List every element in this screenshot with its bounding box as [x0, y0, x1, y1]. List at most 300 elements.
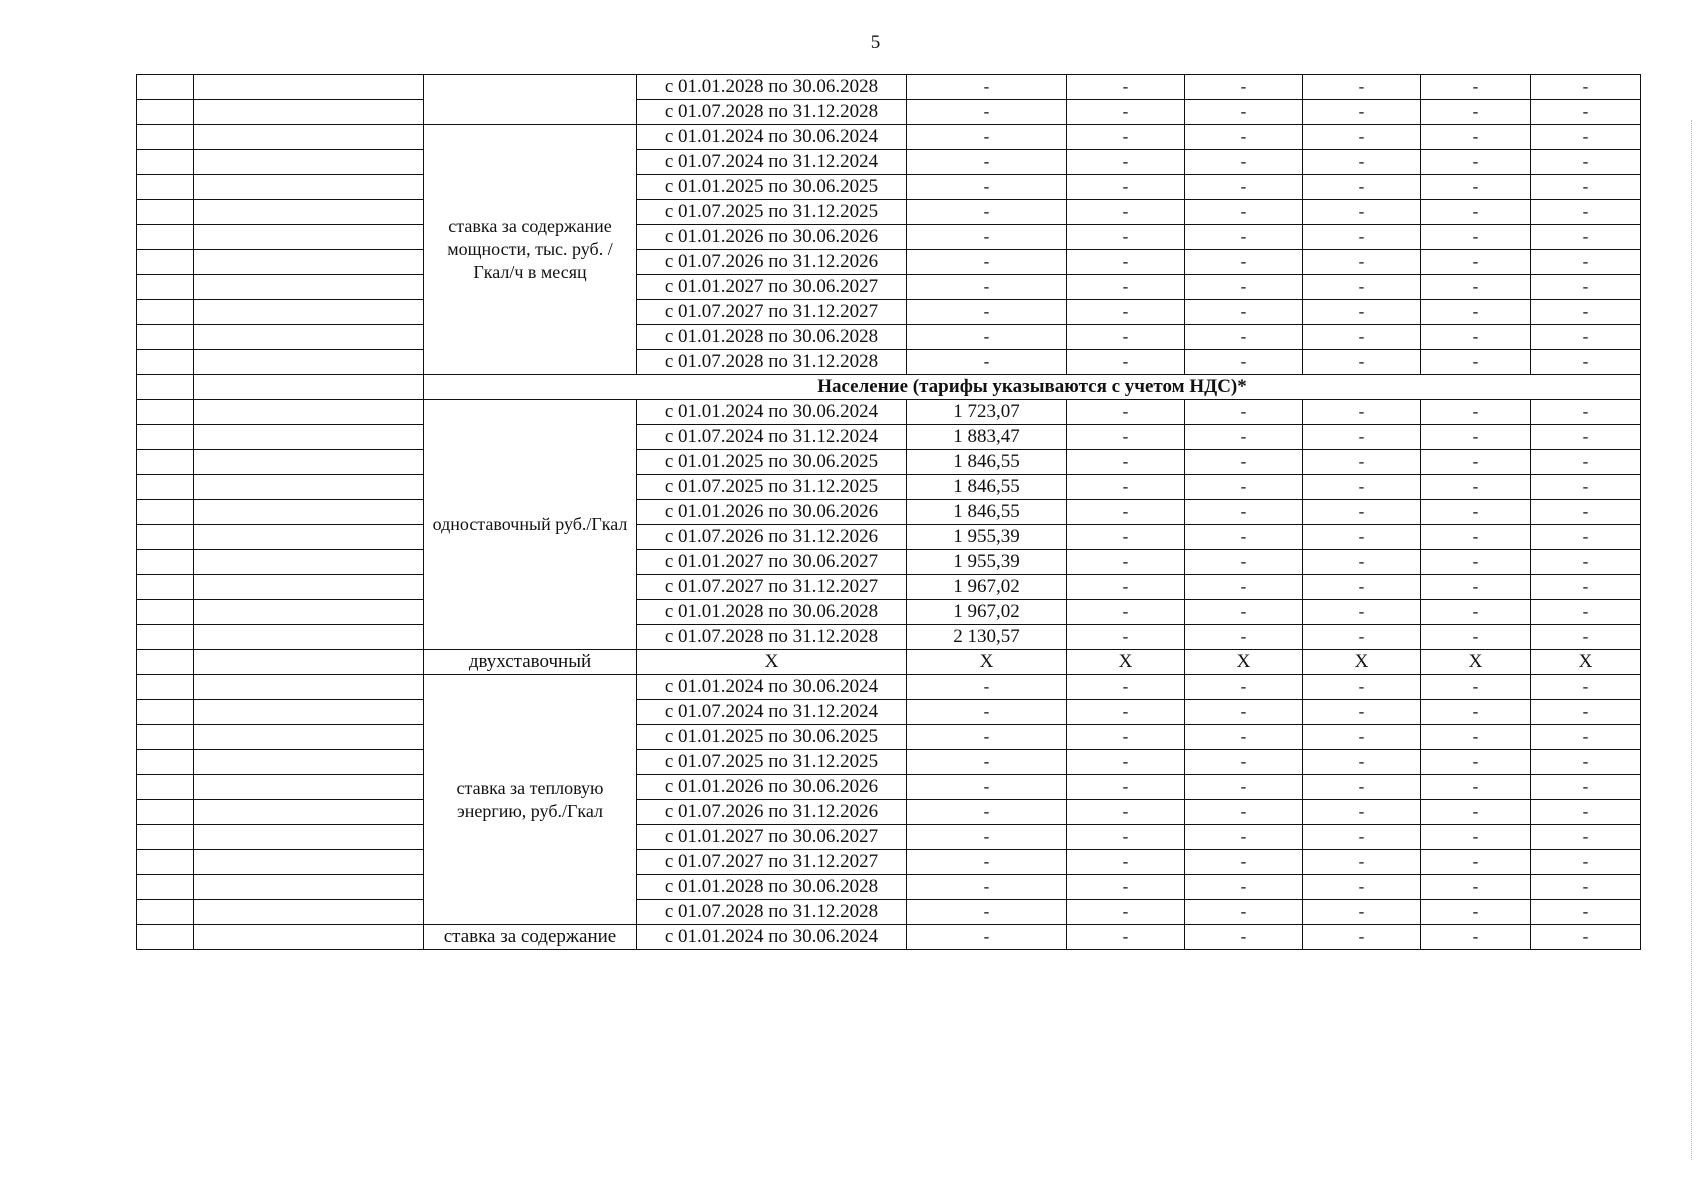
value-cell: - — [1185, 675, 1303, 700]
table-row — [137, 475, 1641, 500]
value-cell: - — [1303, 700, 1421, 725]
table-row — [137, 625, 1641, 650]
value-cell: - — [1531, 700, 1641, 725]
rate-type-cell: ставка за содержание — [424, 925, 637, 950]
organization-cell — [194, 100, 424, 125]
value-cell: - — [1303, 525, 1421, 550]
value-cell: - — [1303, 300, 1421, 325]
value-cell: - — [1421, 225, 1531, 250]
value-cell: - — [907, 800, 1067, 825]
value-cell: - — [1531, 125, 1641, 150]
value-cell: - — [1185, 450, 1303, 475]
value-cell: - — [1185, 150, 1303, 175]
table-row — [137, 450, 1641, 475]
period-cell: с 01.07.2024 по 31.12.2024 — [637, 150, 907, 175]
row-number-cell — [137, 150, 194, 175]
value-cell: - — [1421, 575, 1531, 600]
value-cell: - — [1067, 625, 1185, 650]
not-applicable-cell: X — [1067, 650, 1185, 675]
period-cell: с 01.01.2027 по 30.06.2027 — [637, 550, 907, 575]
value-cell: - — [1067, 750, 1185, 775]
row-number-cell — [137, 400, 194, 425]
value-cell: - — [1303, 425, 1421, 450]
value-cell: - — [1185, 625, 1303, 650]
value-cell: - — [907, 250, 1067, 275]
value-cell: - — [1067, 225, 1185, 250]
value-cell: - — [1185, 575, 1303, 600]
value-cell: - — [1185, 875, 1303, 900]
value-cell: - — [1421, 875, 1531, 900]
row-number-cell — [137, 325, 194, 350]
tariff-value-cell: 1 723,07 — [907, 400, 1067, 425]
row-number-cell — [137, 875, 194, 900]
table-row — [137, 500, 1641, 525]
value-cell: - — [1185, 275, 1303, 300]
tariff-value-cell: 1 967,02 — [907, 600, 1067, 625]
organization-cell — [194, 675, 424, 700]
value-cell: - — [1421, 100, 1531, 125]
value-cell: - — [1303, 100, 1421, 125]
value-cell: - — [1421, 750, 1531, 775]
table-row — [137, 350, 1641, 375]
value-cell: - — [1067, 250, 1185, 275]
value-cell: - — [1185, 600, 1303, 625]
table-row — [137, 750, 1641, 775]
value-cell: - — [1185, 750, 1303, 775]
row-number-cell — [137, 100, 194, 125]
row-number-cell — [137, 675, 194, 700]
not-applicable-cell: X — [637, 650, 907, 675]
organization-cell — [194, 900, 424, 925]
value-cell: - — [1303, 450, 1421, 475]
table-row — [137, 850, 1641, 875]
table-row — [137, 800, 1641, 825]
row-number-cell — [137, 475, 194, 500]
table-row — [137, 225, 1641, 250]
value-cell: - — [1421, 450, 1531, 475]
period-cell: с 01.07.2024 по 31.12.2024 — [637, 425, 907, 450]
value-cell: - — [1303, 900, 1421, 925]
value-cell: - — [1185, 425, 1303, 450]
value-cell: - — [1185, 400, 1303, 425]
organization-cell — [194, 725, 424, 750]
value-cell: - — [1067, 350, 1185, 375]
period-cell: с 01.07.2028 по 31.12.2028 — [637, 100, 907, 125]
value-cell: - — [907, 125, 1067, 150]
period-cell: с 01.07.2024 по 31.12.2024 — [637, 700, 907, 725]
tariff-value-cell: 1 846,55 — [907, 450, 1067, 475]
value-cell: - — [1303, 850, 1421, 875]
value-cell: - — [907, 275, 1067, 300]
table-row — [137, 700, 1641, 725]
value-cell: - — [907, 825, 1067, 850]
period-cell: с 01.01.2024 по 30.06.2024 — [637, 675, 907, 700]
value-cell: - — [1185, 125, 1303, 150]
organization-cell — [194, 575, 424, 600]
page-number: 5 — [870, 32, 881, 53]
value-cell: - — [1531, 175, 1641, 200]
value-cell: - — [1303, 800, 1421, 825]
value-cell: - — [907, 900, 1067, 925]
value-cell: - — [907, 850, 1067, 875]
table-row — [137, 575, 1641, 600]
value-cell: - — [1185, 550, 1303, 575]
row-number-cell — [137, 900, 194, 925]
value-cell: - — [1421, 325, 1531, 350]
value-cell: - — [1303, 675, 1421, 700]
value-cell: - — [1531, 525, 1641, 550]
row-number-cell — [137, 925, 194, 950]
value-cell: - — [1067, 600, 1185, 625]
table-row — [137, 550, 1641, 575]
value-cell: - — [1531, 475, 1641, 500]
organization-cell — [194, 250, 424, 275]
value-cell: - — [1421, 825, 1531, 850]
value-cell: - — [1421, 700, 1531, 725]
value-cell: - — [1067, 425, 1185, 450]
table-row — [137, 275, 1641, 300]
period-cell: с 01.01.2025 по 30.06.2025 — [637, 450, 907, 475]
row-number-cell — [137, 125, 194, 150]
value-cell: - — [1067, 875, 1185, 900]
value-cell: - — [1421, 275, 1531, 300]
table-row — [137, 300, 1641, 325]
value-cell: - — [1531, 100, 1641, 125]
value-cell: - — [1531, 875, 1641, 900]
value-cell: - — [907, 325, 1067, 350]
value-cell: - — [1067, 300, 1185, 325]
row-number-cell — [137, 450, 194, 475]
tariff-value-cell: 2 130,57 — [907, 625, 1067, 650]
value-cell: - — [1303, 775, 1421, 800]
value-cell: - — [1067, 400, 1185, 425]
value-cell: - — [1421, 200, 1531, 225]
value-cell: - — [1303, 225, 1421, 250]
row-number-cell — [137, 175, 194, 200]
organization-cell — [194, 75, 424, 100]
value-cell: - — [1067, 800, 1185, 825]
value-cell: - — [1185, 225, 1303, 250]
value-cell: - — [1303, 550, 1421, 575]
row-number-cell — [137, 800, 194, 825]
not-applicable-cell: X — [1303, 650, 1421, 675]
organization-cell — [194, 300, 424, 325]
organization-cell — [194, 400, 424, 425]
row-number-cell — [137, 250, 194, 275]
organization-cell — [194, 225, 424, 250]
value-cell: - — [1067, 675, 1185, 700]
row-number-cell — [137, 375, 194, 400]
value-cell: - — [1303, 125, 1421, 150]
value-cell: - — [1531, 425, 1641, 450]
organization-cell — [194, 600, 424, 625]
organization-cell — [194, 775, 424, 800]
period-cell: с 01.07.2027 по 31.12.2027 — [637, 850, 907, 875]
value-cell: - — [1185, 100, 1303, 125]
organization-cell — [194, 625, 424, 650]
tariff-value-cell: 1 846,55 — [907, 500, 1067, 525]
value-cell: - — [1421, 125, 1531, 150]
organization-cell — [194, 175, 424, 200]
value-cell: - — [1185, 700, 1303, 725]
organization-cell — [194, 525, 424, 550]
table-row — [137, 250, 1641, 275]
value-cell: - — [1303, 475, 1421, 500]
organization-cell — [194, 125, 424, 150]
period-cell: с 01.01.2024 по 30.06.2024 — [637, 925, 907, 950]
value-cell: - — [1303, 175, 1421, 200]
value-cell: - — [1531, 275, 1641, 300]
period-cell: с 01.07.2028 по 31.12.2028 — [637, 350, 907, 375]
value-cell: - — [1185, 250, 1303, 275]
rate-type-cell: двухставочный — [424, 650, 637, 675]
value-cell: - — [1067, 100, 1185, 125]
value-cell: - — [1067, 125, 1185, 150]
value-cell: - — [1531, 750, 1641, 775]
value-cell: - — [1067, 725, 1185, 750]
value-cell: - — [1531, 625, 1641, 650]
value-cell: - — [1067, 525, 1185, 550]
value-cell: - — [907, 100, 1067, 125]
value-cell: - — [1067, 825, 1185, 850]
value-cell: - — [1421, 925, 1531, 950]
table-row — [137, 525, 1641, 550]
row-number-cell — [137, 200, 194, 225]
value-cell: - — [1421, 75, 1531, 100]
value-cell: - — [1303, 725, 1421, 750]
tariff-table — [136, 74, 1641, 950]
organization-cell — [194, 475, 424, 500]
period-cell: с 01.07.2026 по 31.12.2026 — [637, 250, 907, 275]
row-number-cell — [137, 225, 194, 250]
organization-cell — [194, 650, 424, 675]
table-row — [137, 875, 1641, 900]
value-cell: - — [1185, 900, 1303, 925]
value-cell: - — [1303, 600, 1421, 625]
value-cell: - — [1531, 325, 1641, 350]
value-cell: - — [1421, 625, 1531, 650]
value-cell: - — [1531, 725, 1641, 750]
value-cell: - — [1421, 150, 1531, 175]
value-cell: - — [1421, 425, 1531, 450]
value-cell: - — [1185, 350, 1303, 375]
value-cell: - — [1185, 925, 1303, 950]
period-cell: с 01.01.2025 по 30.06.2025 — [637, 725, 907, 750]
value-cell: - — [1531, 250, 1641, 275]
value-cell: - — [1185, 725, 1303, 750]
value-cell: - — [907, 75, 1067, 100]
value-cell: - — [907, 725, 1067, 750]
row-number-cell — [137, 525, 194, 550]
not-applicable-cell: X — [1531, 650, 1641, 675]
table-row — [137, 825, 1641, 850]
value-cell: - — [1303, 750, 1421, 775]
value-cell: - — [1067, 900, 1185, 925]
value-cell: - — [1185, 775, 1303, 800]
row-number-cell — [137, 350, 194, 375]
value-cell: - — [1067, 925, 1185, 950]
value-cell: - — [907, 150, 1067, 175]
value-cell: - — [1531, 225, 1641, 250]
table-row — [137, 425, 1641, 450]
value-cell: - — [1531, 775, 1641, 800]
period-cell: с 01.07.2027 по 31.12.2027 — [637, 575, 907, 600]
table-row — [137, 150, 1641, 175]
row-number-cell — [137, 725, 194, 750]
value-cell: - — [1303, 400, 1421, 425]
value-cell: - — [1067, 700, 1185, 725]
organization-cell — [194, 350, 424, 375]
table-row — [137, 775, 1641, 800]
organization-cell — [194, 800, 424, 825]
value-cell: - — [1531, 925, 1641, 950]
period-cell: с 01.01.2028 по 30.06.2028 — [637, 875, 907, 900]
tariff-value-cell: 1 955,39 — [907, 550, 1067, 575]
value-cell: - — [1421, 675, 1531, 700]
row-number-cell — [137, 275, 194, 300]
value-cell: - — [1303, 575, 1421, 600]
table-row — [137, 175, 1641, 200]
value-cell: - — [1067, 450, 1185, 475]
value-cell: - — [1531, 850, 1641, 875]
table-row — [137, 900, 1641, 925]
organization-cell — [194, 875, 424, 900]
value-cell: - — [1185, 850, 1303, 875]
value-cell: - — [1067, 75, 1185, 100]
period-cell: с 01.01.2027 по 30.06.2027 — [637, 825, 907, 850]
value-cell: - — [1303, 825, 1421, 850]
tariff-value-cell: 1 967,02 — [907, 575, 1067, 600]
value-cell: - — [1531, 800, 1641, 825]
table-row — [137, 650, 1641, 675]
value-cell: - — [1185, 75, 1303, 100]
period-cell: с 01.01.2024 по 30.06.2024 — [637, 400, 907, 425]
row-number-cell — [137, 775, 194, 800]
value-cell: - — [1303, 250, 1421, 275]
value-cell: - — [907, 675, 1067, 700]
value-cell: - — [907, 875, 1067, 900]
value-cell: - — [1421, 175, 1531, 200]
section-title: Население (тарифы указываются с учетом НДС)* — [424, 375, 1641, 400]
not-applicable-cell: X — [907, 650, 1067, 675]
value-cell: - — [1421, 550, 1531, 575]
value-cell: - — [1531, 575, 1641, 600]
value-cell: - — [1303, 625, 1421, 650]
table-row — [137, 925, 1641, 950]
value-cell: - — [1531, 500, 1641, 525]
period-cell: с 01.07.2025 по 31.12.2025 — [637, 750, 907, 775]
table-row — [137, 725, 1641, 750]
organization-cell — [194, 550, 424, 575]
value-cell: - — [1531, 300, 1641, 325]
value-cell: - — [1421, 475, 1531, 500]
section-header-row — [137, 375, 1641, 400]
value-cell: - — [1531, 75, 1641, 100]
value-cell: - — [907, 750, 1067, 775]
row-number-cell — [137, 825, 194, 850]
table-row — [137, 100, 1641, 125]
value-cell: - — [1421, 725, 1531, 750]
row-number-cell — [137, 850, 194, 875]
value-cell: - — [1185, 475, 1303, 500]
period-cell: с 01.01.2024 по 30.06.2024 — [637, 125, 907, 150]
value-cell: - — [1303, 275, 1421, 300]
table-row — [137, 675, 1641, 700]
not-applicable-cell: X — [1185, 650, 1303, 675]
value-cell: - — [907, 300, 1067, 325]
value-cell: - — [1303, 350, 1421, 375]
value-cell: - — [1185, 300, 1303, 325]
value-cell: - — [1185, 175, 1303, 200]
organization-cell — [194, 275, 424, 300]
value-cell: - — [907, 225, 1067, 250]
value-cell: - — [1303, 150, 1421, 175]
tariff-value-cell: 1 955,39 — [907, 525, 1067, 550]
organization-cell — [194, 150, 424, 175]
value-cell: - — [1067, 150, 1185, 175]
value-cell: - — [907, 925, 1067, 950]
value-cell: - — [1067, 475, 1185, 500]
value-cell: - — [1531, 600, 1641, 625]
scan-margin-mark — [1689, 120, 1692, 1160]
organization-cell — [194, 450, 424, 475]
period-cell: с 01.07.2025 по 31.12.2025 — [637, 475, 907, 500]
value-cell: - — [1421, 600, 1531, 625]
value-cell: - — [1531, 400, 1641, 425]
row-number-cell — [137, 750, 194, 775]
organization-cell — [194, 850, 424, 875]
value-cell: - — [1303, 200, 1421, 225]
value-cell: - — [1531, 350, 1641, 375]
row-number-cell — [137, 575, 194, 600]
period-cell: с 01.01.2028 по 30.06.2028 — [637, 75, 907, 100]
table-row — [137, 400, 1641, 425]
value-cell: - — [1421, 400, 1531, 425]
value-cell: - — [1303, 875, 1421, 900]
value-cell: - — [1067, 850, 1185, 875]
organization-cell — [194, 200, 424, 225]
period-cell: с 01.01.2026 по 30.06.2026 — [637, 775, 907, 800]
value-cell: - — [1067, 275, 1185, 300]
period-cell: с 01.07.2026 по 31.12.2026 — [637, 525, 907, 550]
period-cell: с 01.01.2027 по 30.06.2027 — [637, 275, 907, 300]
period-cell: с 01.07.2028 по 31.12.2028 — [637, 625, 907, 650]
value-cell: - — [907, 200, 1067, 225]
value-cell: - — [1421, 800, 1531, 825]
value-cell: - — [1421, 900, 1531, 925]
table-row — [137, 75, 1641, 100]
value-cell: - — [1421, 500, 1531, 525]
row-number-cell — [137, 550, 194, 575]
not-applicable-cell: X — [1421, 650, 1531, 675]
value-cell: - — [907, 775, 1067, 800]
organization-cell — [194, 925, 424, 950]
value-cell: - — [1185, 800, 1303, 825]
row-number-cell — [137, 650, 194, 675]
rate-type-cell — [424, 75, 637, 125]
organization-cell — [194, 825, 424, 850]
value-cell: - — [1067, 175, 1185, 200]
value-cell: - — [1421, 775, 1531, 800]
value-cell: - — [1185, 825, 1303, 850]
organization-cell — [194, 700, 424, 725]
period-cell: с 01.01.2028 по 30.06.2028 — [637, 600, 907, 625]
value-cell: - — [1067, 325, 1185, 350]
value-cell: - — [1303, 925, 1421, 950]
value-cell: - — [907, 700, 1067, 725]
rate-type-cell: ставка за тепловую энергию, руб./Гкал — [424, 675, 637, 925]
table-row — [137, 325, 1641, 350]
